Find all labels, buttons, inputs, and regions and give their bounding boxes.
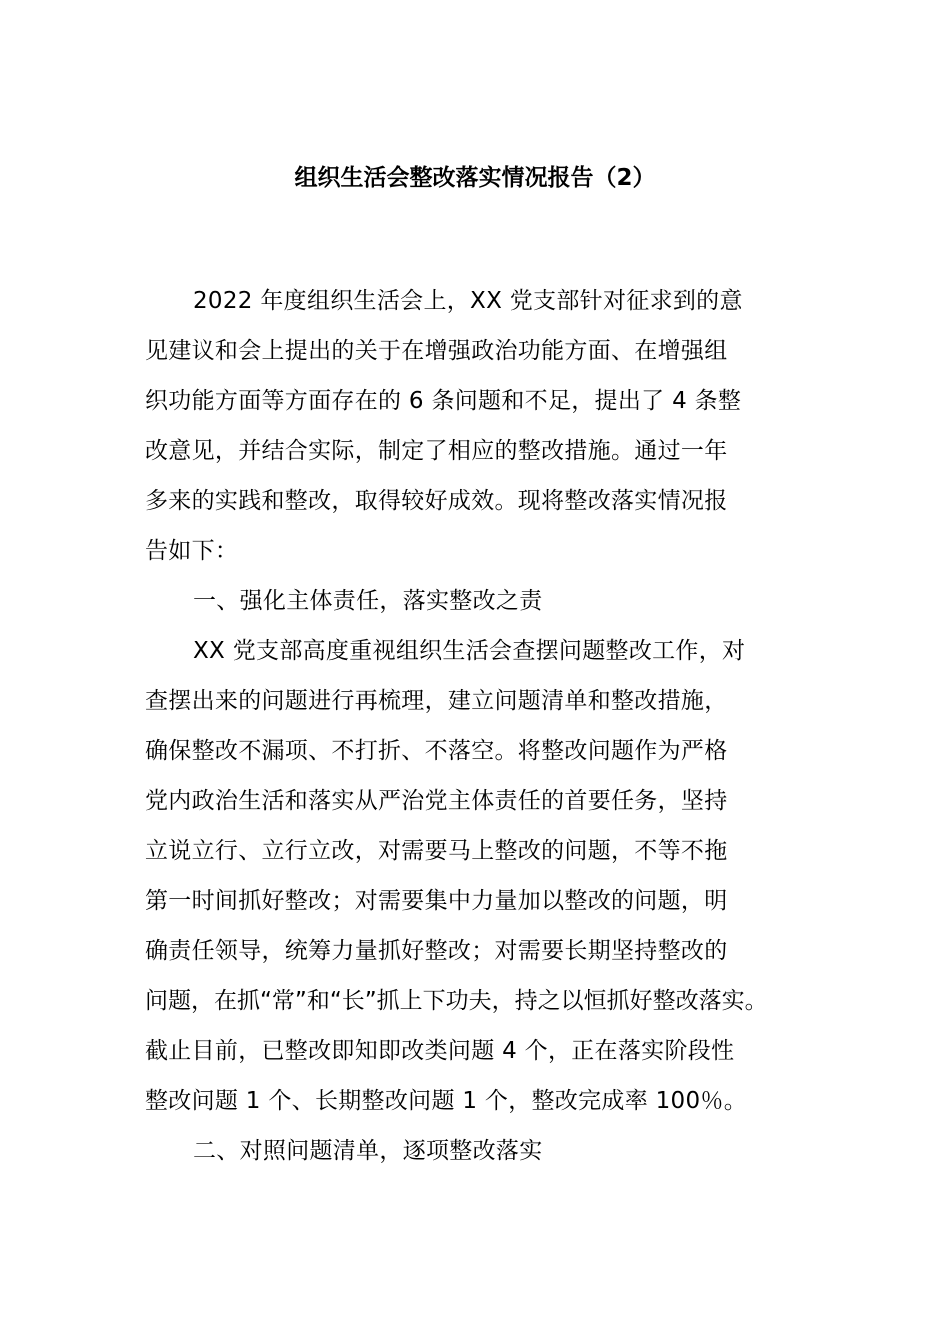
paragraph-line: 整改问题 1 个、长期整改问题 1 个，整改完成率 100％。 — [145, 1088, 748, 1114]
document-title: 组织生活会整改落实情况报告（2） — [294, 165, 656, 191]
paragraph-line: 党内政治生活和落实从严治党主体责任的首要任务，坚持 — [145, 788, 728, 814]
paragraph-line: 立说立行、立行立改，对需要马上整改的问题，不等不拖 — [145, 838, 728, 864]
paragraph-line: 第一时间抓好整改；对需要集中力量加以整改的问题，明 — [145, 888, 728, 914]
paragraph-line: 织功能方面等方面存在的 6 条问题和不足，提出了 4 条整 — [145, 388, 742, 414]
paragraph-line: 多来的实践和整改，取得较好成效。现将整改落实情况报 — [145, 488, 728, 514]
paragraph-line: 告如下： — [145, 538, 239, 564]
paragraph-line: 查摆出来的问题进行再梳理，建立问题清单和整改措施， — [145, 688, 728, 714]
paragraph-line: 见建议和会上提出的关于在增强政治功能方面、在增强组 — [145, 338, 728, 364]
paragraph-line: 截止目前，已整改即知即改类问题 4 个，正在落实阶段性 — [145, 1038, 735, 1064]
section-heading: 二、对照问题清单，逐项整改落实 — [193, 1138, 543, 1164]
paragraph-line: 改意见，并结合实际，制定了相应的整改措施。通过一年 — [145, 438, 728, 464]
section-heading: 一、强化主体责任，落实整改之责 — [193, 588, 543, 614]
paragraph-line: 确保整改不漏项、不打折、不落空。将整改问题作为严格 — [145, 738, 728, 764]
paragraph-line: XX 党支部高度重视组织生活会查摆问题整改工作，对 — [193, 638, 746, 664]
paragraph-line: 确责任领导，统筹力量抓好整改；对需要长期坚持整改的 — [145, 938, 728, 964]
paragraph-line: 2022 年度组织生活会上，XX 党支部针对征求到的意 — [193, 288, 743, 314]
paragraph-line: 问题，在抓“常”和“长”抓上下功夫，持之以恒抓好整改落实。 — [145, 988, 768, 1014]
